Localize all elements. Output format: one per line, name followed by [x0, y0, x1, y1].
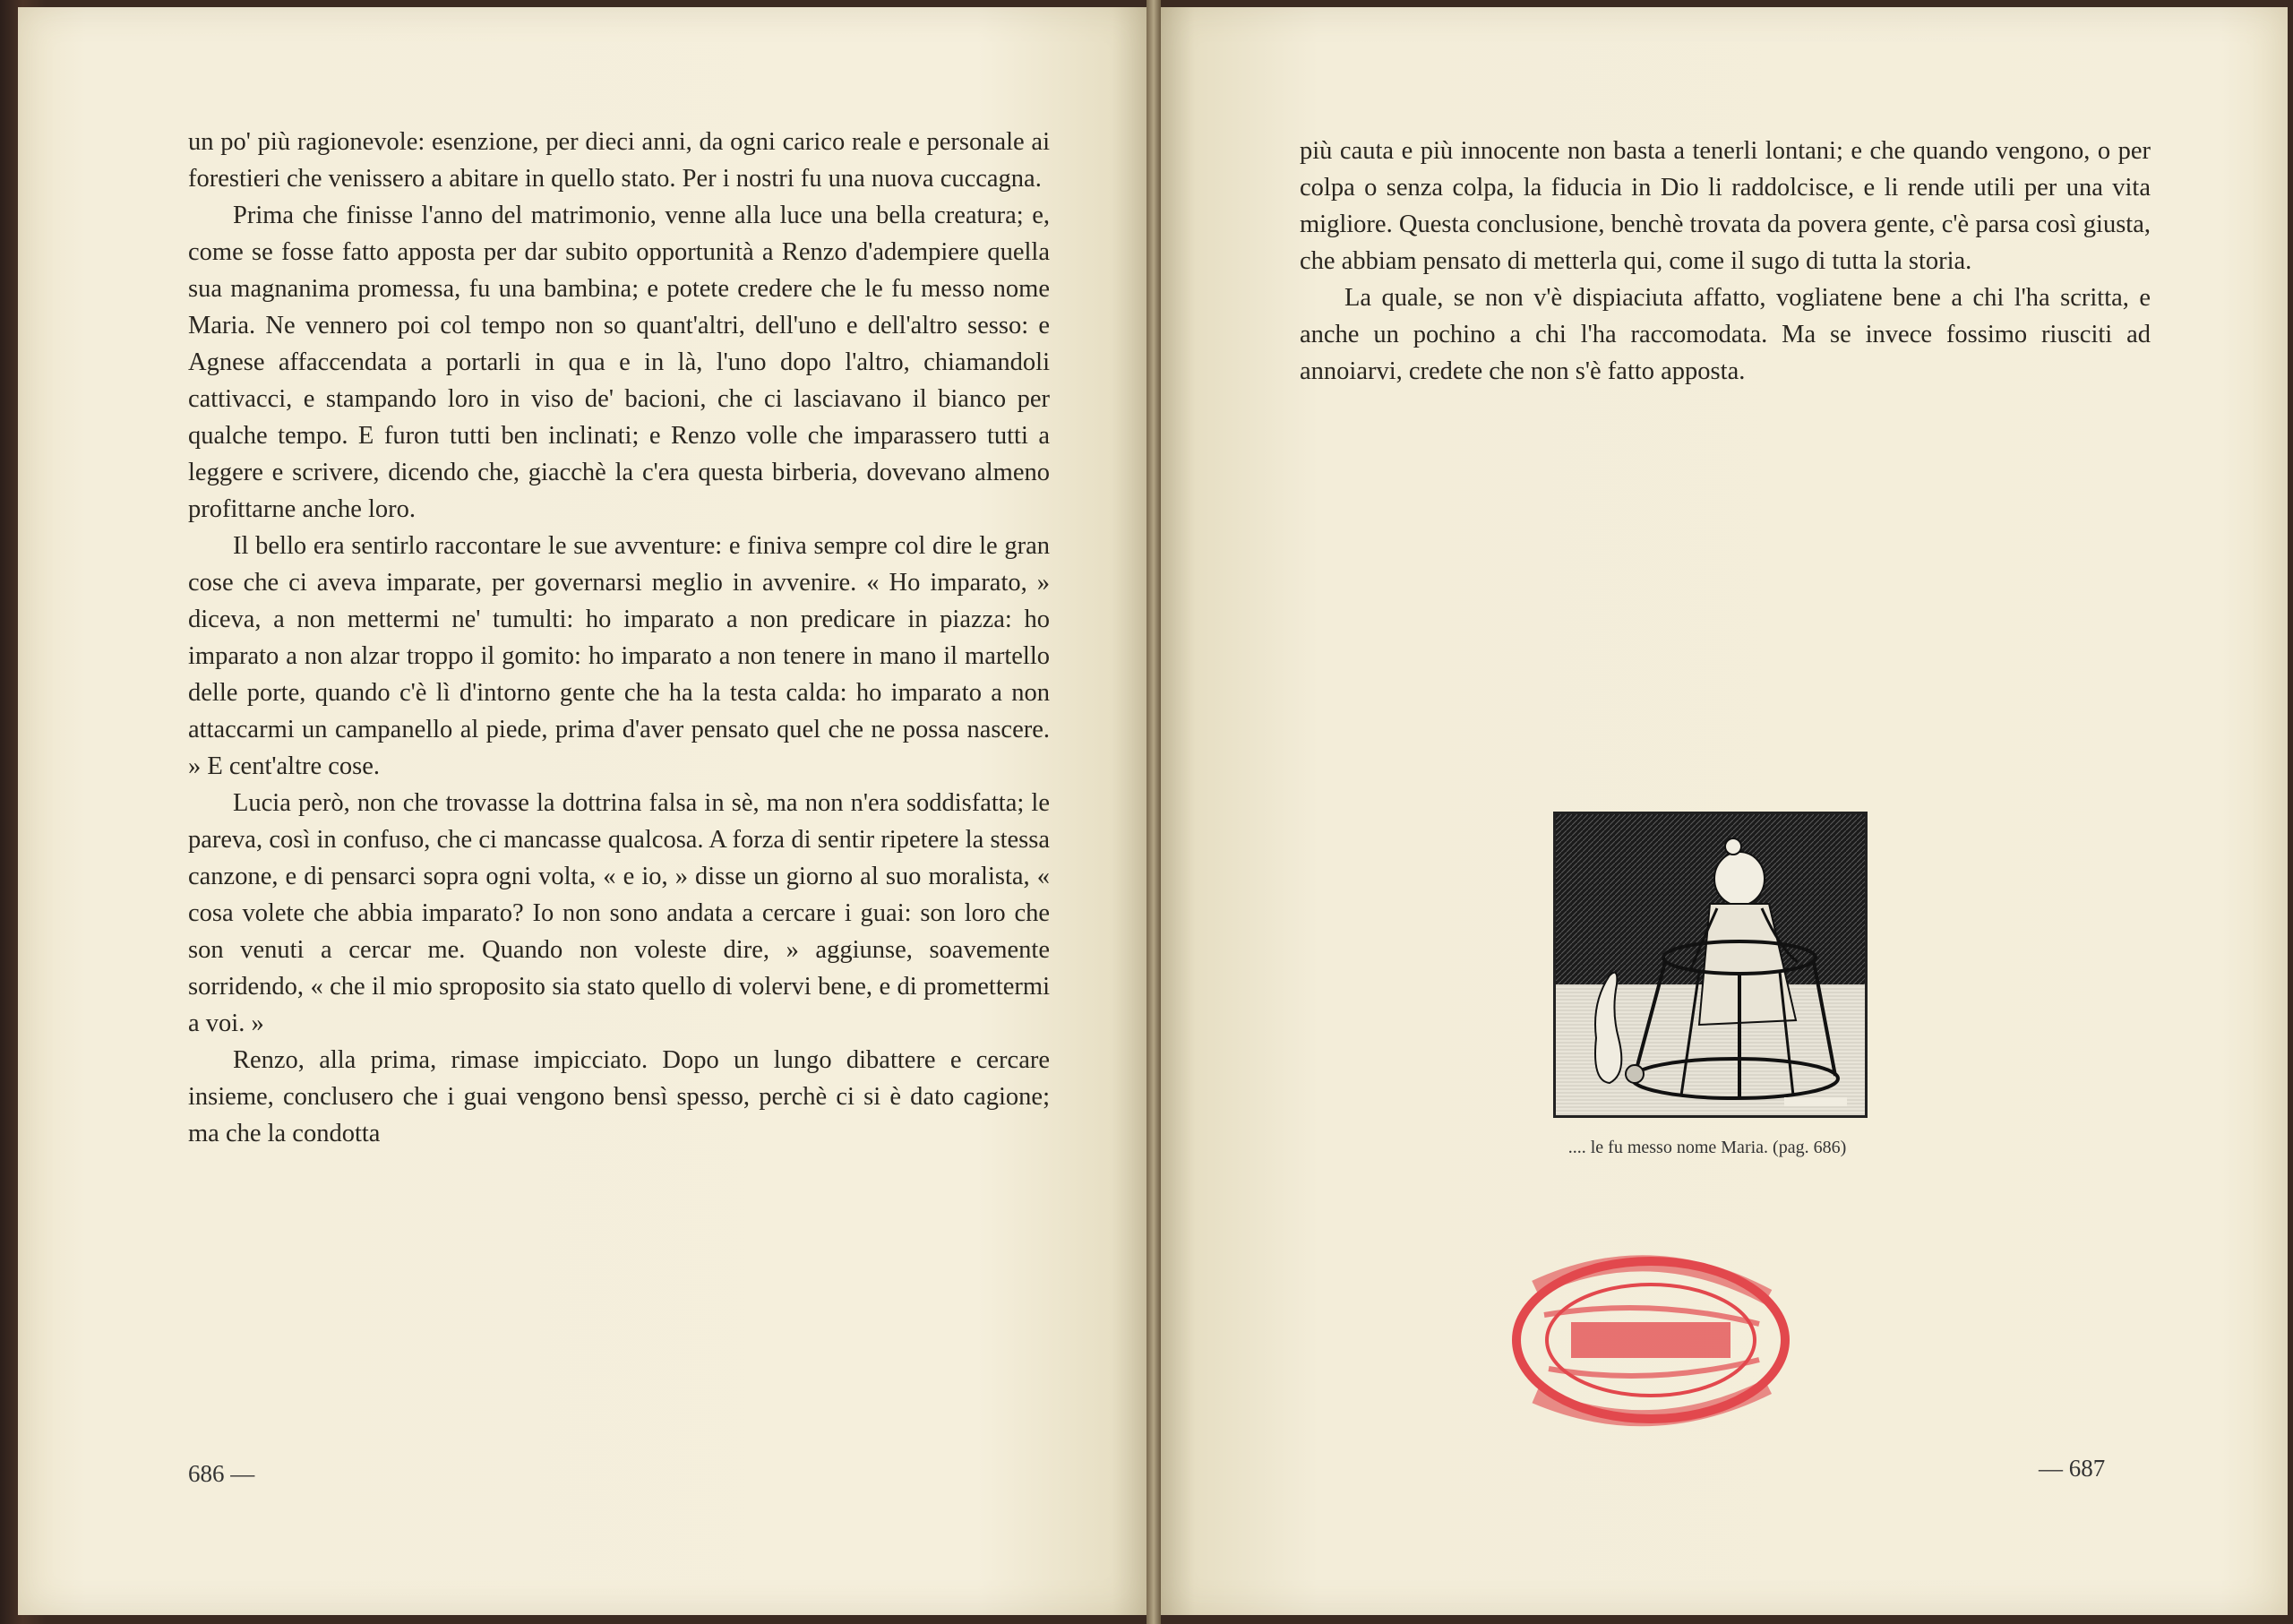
left-page — [18, 7, 1146, 1615]
paragraph: Lucia però, non che trovasse la dottrina falsa in sè, ma non n'era soddisfatta; le pareva, così in confuso, che ci mancasse qualcosa. A forza di sentir ripetere la stessa canzone, e di pensarci sopra ogni volta, « e io, » disse un giorno al suo moralista, « cosa volete che abbia imparato? Io non sono andata a cercare i guai: son loro che son venuti a cercar me. Quando non voleste dire, » aggiunse, soavemente sorridendo, « che il mio sproposito sia stato quello di volervi bene, e di promettermi a voi. » — [188, 789, 1050, 1037]
illustration-drawing — [1556, 814, 1865, 1115]
page-number: — 687 — [2039, 1455, 2106, 1482]
right-page — [1161, 7, 2288, 1615]
page-number: 686 — — [188, 1460, 255, 1487]
paragraph: più cauta e più innocente non basta a tenerli lontani; e che quando vengono, o per colpa o senza colpa, la fiducia in Dio li raddolcisce, e li rende utili per una vita migliore. Questa conclusione, benchè trovata da povera gente, c'è parsa così giusta, che abbiam pensato di metterla qui, come il sugo di tutta la storia. — [1300, 137, 2151, 275]
illustration-caption: .... le fu messo nome Maria. (pag. 686) — [1567, 1138, 1847, 1157]
left-page-text — [188, 124, 1050, 1152]
library-stamp — [1508, 1252, 1793, 1428]
illustration-child-in-walker — [1553, 812, 1868, 1118]
paragraph: Prima che finisse l'anno del matrimonio, venne alla luce una bella creatura; e, come se fosse fatto apposta per dar subito opportunità a Renzo d'adempiere quella sua magnanima promessa, fu una bambina; e potete credere che le fu messo nome Maria. Ne vennero poi col tempo non so quant'altri, dell'uno e dell'altro sesso: e Agnese affaccendata a portarli in qua e in là, l'uno dopo l'altro, chiamandoli cattivacci, e stampando loro in viso de' bacioni, che ci lasciavano il bianco per qualche tempo. E furon tutti ben inclinati; e Renzo volle che imparassero tutti a leggere e scrivere, dicendo che, giacchè la c'era questa birberia, dovevano almeno profittarne anche loro. — [188, 202, 1050, 523]
paragraph: un po' più ragionevole: esenzione, per dieci anni, da ogni carico reale e personale ai forestieri che venissero a abitare in quello stato. Per i nostri fu una nuova cuccagna. — [188, 128, 1050, 193]
book-gutter — [1146, 0, 1161, 1624]
paragraph: Il bello era sentirlo raccontare le sue avventure: e finiva sempre col dire le gran cose che ci aveva imparate, per governarsi meglio in avvenire. « Ho imparato, » diceva, a non mettermi ne' tumulti: ho imparato a non predicare in piazza: ho imparato a non alzar troppo il gomito: ho imparato a non tenere in mano il martello delle porte, quando c'è lì d'intorno gente che ha la testa calda: ho imparato a non attaccarmi un campanello al piede, prima d'aver pensato quel che ne possa nascere. » E cent'altre cose. — [188, 532, 1050, 780]
right-page-text — [1300, 133, 2151, 390]
paragraph: Renzo, alla prima, rimase impicciato. Dopo un lungo dibattere e cercare insieme, conclusero che i guai vengono bensì spesso, perchè ci si è dato cagione; ma che la condotta — [188, 1046, 1050, 1147]
paragraph: La quale, se non v'è dispiaciuta affatto, vogliatene bene a chi l'ha scritta, e anche un pochino a chi l'ha raccomodata. Ma se invece fossimo riusciti ad annoiarvi, credete che non s'è fatto apposta. — [1300, 284, 2151, 385]
